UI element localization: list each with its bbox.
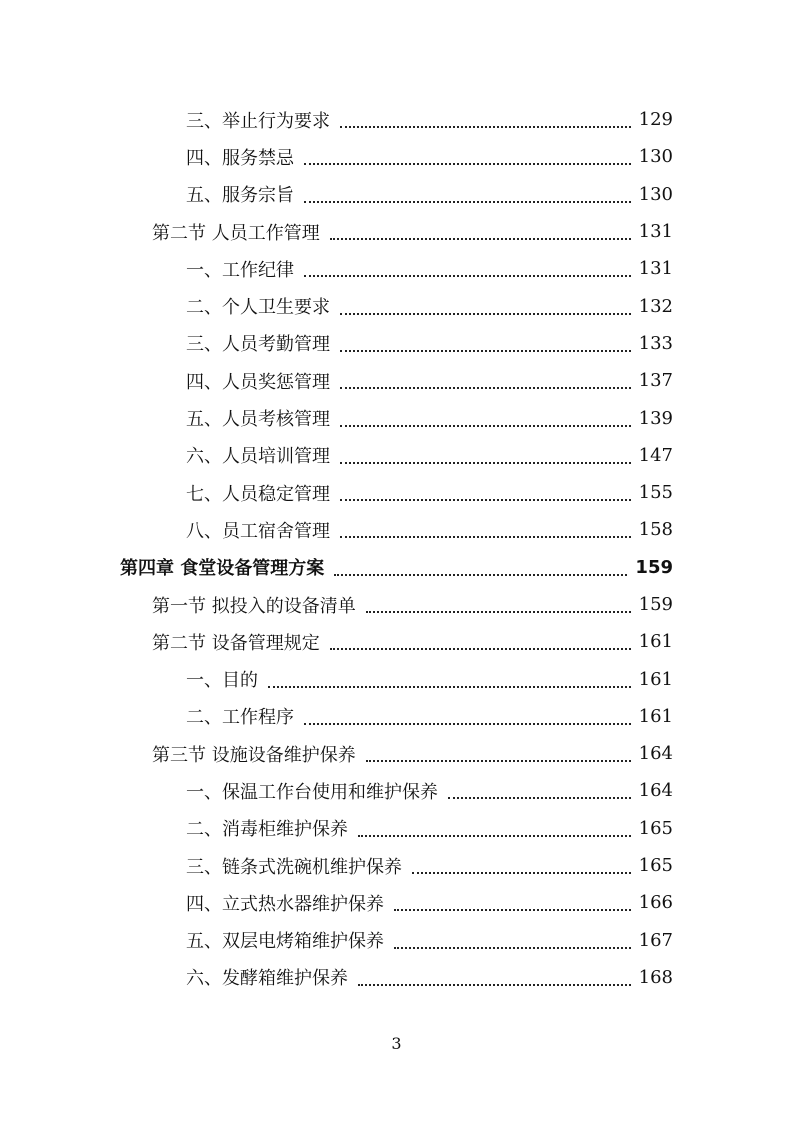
toc-leader-dots (394, 946, 631, 949)
toc-entry-page: 147 (638, 444, 673, 466)
toc-entry-label: 第四章 食堂设备管理方案 (120, 554, 330, 580)
toc-entry[interactable] (0, 325, 793, 362)
toc-entry-label: 三、举止行为要求 (186, 107, 336, 133)
toc-entry-label: 一、保温工作台使用和维护保养 (186, 778, 444, 804)
toc-entry-label: 二、工作程序 (186, 703, 300, 729)
toc-leader-dots (304, 200, 631, 203)
toc-entry[interactable] (0, 959, 793, 996)
toc-entry-page: 166 (638, 892, 673, 914)
toc-leader-dots (340, 424, 631, 427)
toc-leader-dots (412, 871, 631, 874)
toc-leader-dots (340, 498, 631, 501)
toc-entry-page: 164 (638, 780, 673, 802)
toc-entry-label: 七、人员稳定管理 (186, 480, 336, 506)
toc-entry-page: 164 (638, 743, 673, 765)
toc-entry-label: 第二节 人员工作管理 (152, 219, 326, 245)
toc-leader-dots (340, 386, 631, 389)
toc-leader-dots (394, 908, 631, 911)
toc-entry-label: 五、双层电烤箱维护保养 (186, 927, 390, 953)
toc-entry-label: 第三节 设施设备维护保养 (152, 741, 362, 767)
toc-leader-dots (304, 274, 631, 277)
toc-entry-page: 137 (638, 370, 673, 392)
toc-entry-page: 133 (638, 332, 673, 354)
toc-leader-dots (340, 312, 631, 315)
toc-entry-page: 168 (638, 966, 673, 988)
toc-entry[interactable] (0, 138, 793, 175)
toc-entry[interactable] (0, 176, 793, 213)
toc-entry[interactable] (0, 660, 793, 697)
toc-leader-dots (304, 722, 631, 725)
toc-entry-label: 二、个人卫生要求 (186, 293, 336, 319)
toc-entry-page: 167 (638, 929, 673, 951)
toc-entry[interactable] (0, 847, 793, 884)
toc-entry-page: 159 (635, 556, 673, 578)
toc-entry-page: 165 (638, 817, 673, 839)
toc-entry-page: 131 (638, 258, 673, 280)
toc-leader-dots (340, 349, 631, 352)
toc-entry-label: 四、立式热水器维护保养 (186, 890, 390, 916)
toc-entry-page: 155 (638, 482, 673, 504)
toc-leader-dots (448, 796, 631, 799)
toc-leader-dots (330, 647, 631, 650)
toc-entry-label: 五、服务宗旨 (186, 181, 300, 207)
toc-entry[interactable] (0, 362, 793, 399)
toc-entry-label: 八、员工宿舍管理 (186, 517, 336, 543)
toc-entry[interactable] (0, 772, 793, 809)
toc-entry-label: 第二节 设备管理规定 (152, 629, 326, 655)
toc-entry-page: 159 (638, 594, 673, 615)
toc-entry-page: 161 (638, 705, 673, 727)
toc-entry-page: 130 (638, 183, 673, 205)
toc-entry-label: 三、人员考勤管理 (186, 330, 336, 356)
toc-entry[interactable] (0, 287, 793, 324)
toc-entry[interactable] (0, 586, 793, 623)
toc-leader-dots (358, 983, 631, 986)
toc-entry-label: 一、目的 (186, 666, 264, 692)
toc-entry-label: 二、消毒柜维护保养 (186, 815, 354, 841)
toc-entry[interactable] (0, 884, 793, 921)
toc-entry-page: 161 (638, 668, 673, 690)
toc-entry-label: 四、服务禁忌 (186, 144, 300, 170)
table-of-contents (0, 101, 793, 996)
page-number: 3 (391, 1034, 402, 1053)
toc-entry-label: 六、发酵箱维护保养 (186, 964, 354, 990)
toc-leader-dots (366, 759, 631, 762)
toc-entry-page: 131 (638, 221, 673, 243)
toc-leader-dots (330, 237, 631, 240)
toc-entry[interactable] (0, 474, 793, 511)
toc-entry-page: 161 (638, 631, 673, 653)
toc-leader-dots (334, 573, 627, 576)
toc-entry-label: 第一节 拟投入的设备清单 (152, 592, 362, 618)
toc-entry-label: 三、链条式洗碗机维护保养 (186, 853, 408, 879)
toc-entry[interactable] (0, 511, 793, 548)
toc-entry-label: 六、人员培训管理 (186, 442, 336, 468)
toc-entry-label: 五、人员考核管理 (186, 405, 336, 431)
toc-leader-dots (340, 535, 631, 538)
toc-entry[interactable] (0, 101, 793, 138)
toc-entry[interactable] (0, 810, 793, 847)
toc-leader-dots (268, 685, 631, 688)
toc-entry[interactable] (0, 213, 793, 250)
toc-entry-page: 130 (638, 146, 673, 168)
toc-entry[interactable] (0, 437, 793, 474)
toc-entry[interactable] (0, 399, 793, 436)
toc-entry[interactable] (0, 549, 793, 586)
toc-entry[interactable] (0, 735, 793, 772)
toc-entry-page: 132 (638, 295, 673, 317)
toc-entry[interactable] (0, 623, 793, 660)
toc-entry-label: 四、人员奖惩管理 (186, 368, 336, 394)
toc-entry[interactable] (0, 250, 793, 287)
toc-entry[interactable] (0, 922, 793, 959)
toc-entry-page: 129 (638, 109, 673, 131)
toc-entry[interactable] (0, 698, 793, 735)
toc-leader-dots (340, 461, 631, 464)
toc-entry-page: 165 (638, 855, 673, 877)
toc-entry-page: 158 (638, 519, 673, 541)
toc-entry-page: 139 (638, 407, 673, 429)
toc-leader-dots (366, 610, 631, 613)
toc-leader-dots (358, 834, 631, 837)
toc-leader-dots (340, 125, 631, 128)
toc-leader-dots (304, 162, 631, 165)
toc-entry-label: 一、工作纪律 (186, 256, 300, 282)
